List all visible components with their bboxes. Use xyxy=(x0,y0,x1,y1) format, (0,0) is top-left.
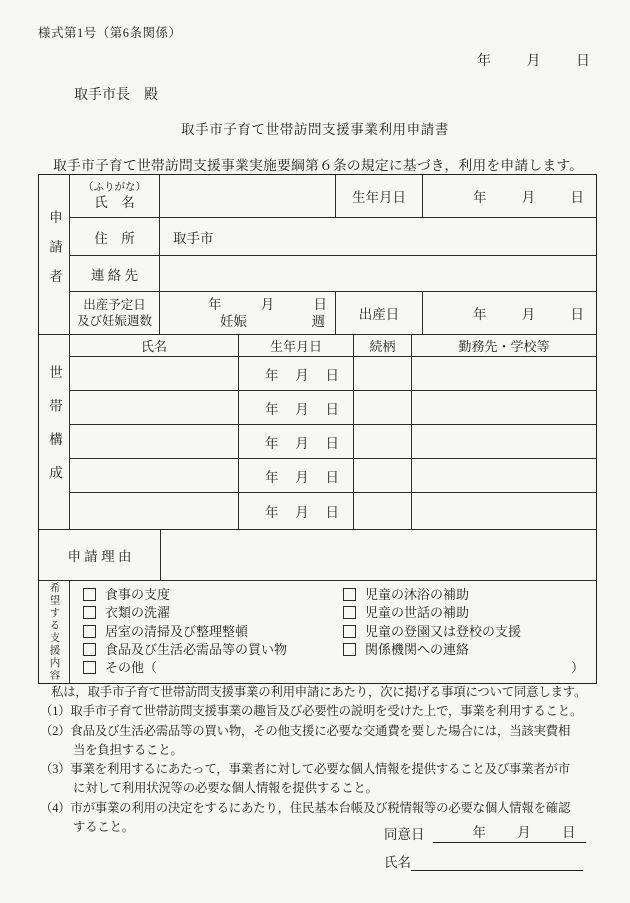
year-unit: 年 xyxy=(208,297,222,312)
household-birthdate-cell xyxy=(239,357,354,391)
furigana-label: （ふりがな） xyxy=(83,182,146,193)
month-unit: 月 xyxy=(295,469,309,485)
support-item xyxy=(343,605,469,620)
support-section-label: 希望する支援内容 xyxy=(48,582,60,682)
household-workplace-cell xyxy=(412,425,596,459)
signature-input xyxy=(411,854,583,871)
contact-input-cell xyxy=(160,256,596,292)
header-date-line xyxy=(422,50,590,70)
household-section xyxy=(39,335,596,530)
checkbox-icon xyxy=(83,606,96,619)
agreement-line: 私は，取手市子育て世帯訪問支援事業の利用申請にあたり，次に掲げる事項について同意します。 xyxy=(51,685,587,699)
applicant-section-label: 申請者 xyxy=(47,210,62,299)
reason-label: 申 請 理 由 xyxy=(67,549,132,564)
address-label-cell xyxy=(70,218,160,256)
household-workplace-cell xyxy=(412,493,596,529)
address-value: 取手市 xyxy=(173,230,214,246)
address-value-cell xyxy=(160,218,596,256)
support-item xyxy=(83,624,343,639)
household-header-relation: 続柄 xyxy=(354,335,412,357)
household-name-cell xyxy=(70,391,239,425)
agreement-line: （2）食品及び生活必需品等の買い物，その他支援に必要な交通費を要した場合には，当該実費相 xyxy=(40,723,571,738)
checkbox-icon xyxy=(343,606,356,619)
support-checklist xyxy=(70,581,596,683)
support-item-label: 児童の世話の補助 xyxy=(365,605,470,621)
agreement-line: （4）市が事業の利用の決定をするにあたり，住民基本台帳及び税情報等の必要な個人情報を確認 xyxy=(40,800,571,815)
consent-date-label: 同意日 xyxy=(384,827,425,842)
name-label: 氏 名 xyxy=(94,195,135,210)
day-unit: 日 xyxy=(313,297,327,312)
day-unit: 日 xyxy=(325,469,339,485)
applicant-birthdate-cell xyxy=(423,175,596,218)
birthdate-label-cell xyxy=(336,175,423,218)
household-birthdate-cell xyxy=(239,391,354,425)
month-unit: 月 xyxy=(295,367,309,383)
month-unit: 月 xyxy=(517,825,531,840)
day-unit: 日 xyxy=(570,307,584,322)
form-number: 様式第1号（第6条関係） xyxy=(38,26,182,40)
day-unit: 日 xyxy=(562,825,576,840)
household-birthdate-cell xyxy=(239,459,354,493)
checkbox-icon xyxy=(83,661,96,674)
agreement-line: （3）事業を利用するにあたって，事業者に対して必要な個人情報を提供すること及び事業者が市 xyxy=(40,762,570,777)
support-section-label-cell xyxy=(39,581,70,683)
household-workplace-cell xyxy=(412,391,596,425)
support-item-label: 食品及び生活必需品等の買い物 xyxy=(105,641,288,657)
support-item xyxy=(343,624,521,639)
checkbox-icon xyxy=(343,643,356,656)
day-unit: 日 xyxy=(576,54,590,69)
due-date-label-line1: 出産予定日 xyxy=(83,297,146,312)
pregnancy-weeks-line xyxy=(160,314,335,329)
household-section-label: 世帯構成 xyxy=(47,365,62,499)
household-workplace-cell xyxy=(412,459,596,493)
support-row xyxy=(83,587,584,602)
year-unit: 年 xyxy=(265,435,279,451)
year-unit: 年 xyxy=(265,505,279,520)
checkbox-icon xyxy=(83,588,96,601)
checkbox-icon xyxy=(343,625,356,638)
support-item xyxy=(83,642,343,657)
day-unit: 日 xyxy=(570,190,584,205)
support-row xyxy=(83,624,584,639)
due-date-label-cell xyxy=(70,292,160,334)
support-item-label: 衣類の洗濯 xyxy=(105,605,171,621)
month-unit: 月 xyxy=(295,401,309,417)
month-unit: 月 xyxy=(295,435,309,451)
household-name-cell xyxy=(70,357,239,391)
due-date-units xyxy=(160,297,335,312)
support-item-label: 児童の登園又は登校の支援 xyxy=(365,623,522,639)
household-header-workplace: 勤務先・学校等 xyxy=(412,335,596,357)
weeks-label: 週 xyxy=(311,314,325,329)
support-row xyxy=(83,642,584,657)
agreement-line: に対して利用状況等の必要な個人情報を提供すること。 xyxy=(73,781,378,796)
pregnancy-label: 妊娠 xyxy=(220,314,247,329)
consent-date-line xyxy=(384,821,586,843)
agreement-paragraph xyxy=(40,683,615,837)
page-title: 取手市子育て世帯訪問支援事業利用申請書 xyxy=(181,122,449,137)
year-unit: 年 xyxy=(477,54,491,69)
household-relation-cell xyxy=(354,493,412,529)
day-unit: 日 xyxy=(325,367,339,383)
month-unit: 月 xyxy=(521,190,536,205)
contact-label: 連 絡 先 xyxy=(90,267,139,283)
support-other-close-paren: ） xyxy=(570,660,584,675)
month-unit: 月 xyxy=(526,54,541,69)
household-birthdate-cell xyxy=(239,493,354,529)
support-item xyxy=(343,587,469,602)
reason-label-cell xyxy=(39,530,161,580)
household-relation-cell xyxy=(354,425,412,459)
day-unit: 日 xyxy=(325,435,339,451)
name-label-cell xyxy=(70,175,160,218)
support-row xyxy=(83,605,584,620)
applicant-section xyxy=(39,175,596,335)
checkbox-icon xyxy=(83,643,96,656)
support-section xyxy=(39,581,596,683)
household-relation-cell xyxy=(354,357,412,391)
due-date-label-line2: 及び妊娠週数 xyxy=(76,313,152,328)
household-birthdate-cell xyxy=(239,425,354,459)
address-label: 住 所 xyxy=(94,230,135,246)
delivery-date-label-cell xyxy=(336,292,423,334)
applicant-section-label-cell xyxy=(39,175,70,334)
delivery-date-label: 出産日 xyxy=(358,307,400,322)
household-relation-cell xyxy=(354,391,412,425)
checkbox-icon xyxy=(343,588,356,601)
support-item-other xyxy=(83,660,157,675)
signature-line xyxy=(384,851,583,871)
support-item xyxy=(83,605,343,620)
name-input-cell xyxy=(160,175,336,218)
household-name-cell xyxy=(70,459,239,493)
agreement-line: すること。 xyxy=(73,820,134,835)
month-unit: 月 xyxy=(295,505,309,520)
agreement-line: （1）取手市子育て世帯訪問支援事業の趣旨及び必要性の説明を受けた上で，事業を利用すること。 xyxy=(40,704,583,719)
support-other-label: その他（ xyxy=(105,660,158,675)
year-unit: 年 xyxy=(473,190,487,205)
month-unit: 月 xyxy=(521,307,536,322)
day-unit: 日 xyxy=(325,401,339,417)
support-item xyxy=(343,642,469,657)
application-table xyxy=(38,174,597,684)
year-unit: 年 xyxy=(472,825,486,840)
support-item xyxy=(83,587,343,602)
month-unit: 月 xyxy=(260,297,275,312)
household-workplace-cell xyxy=(412,357,596,391)
support-item-label: 食事の支度 xyxy=(105,587,171,602)
support-row-other xyxy=(83,660,584,675)
support-item-label: 関係機関への連絡 xyxy=(365,641,470,657)
household-section-label-cell xyxy=(39,335,70,529)
birthdate-label: 生年月日 xyxy=(352,190,406,205)
year-unit: 年 xyxy=(265,469,279,485)
delivery-date-cell xyxy=(423,292,596,334)
household-name-cell xyxy=(70,493,239,529)
household-name-cell xyxy=(70,425,239,459)
consent-date-input xyxy=(433,821,586,843)
reason-input-cell xyxy=(161,530,596,580)
contact-label-cell xyxy=(70,256,160,292)
support-item-label: 居室の清掃及び整理整頓 xyxy=(105,623,249,639)
intro-sentence: 取手市子育て世帯訪問支援事業実施要綱第６条の規定に基づき，利用を申請します。 xyxy=(53,158,584,173)
day-unit: 日 xyxy=(325,505,339,520)
due-date-input-cell xyxy=(160,292,336,334)
household-header-name: 氏名 xyxy=(70,335,239,357)
household-header-birthdate: 生年月日 xyxy=(239,335,354,357)
year-unit: 年 xyxy=(473,307,487,322)
addressee: 取手市長 殿 xyxy=(74,88,158,103)
year-unit: 年 xyxy=(265,367,279,383)
agreement-line: 当を負担すること。 xyxy=(73,742,183,757)
year-unit: 年 xyxy=(265,401,279,417)
support-item-label: 児童の沐浴の補助 xyxy=(365,587,470,602)
checkbox-icon xyxy=(83,625,96,638)
household-relation-cell xyxy=(354,459,412,493)
reason-section xyxy=(39,530,596,581)
signature-label: 氏名 xyxy=(384,855,411,870)
